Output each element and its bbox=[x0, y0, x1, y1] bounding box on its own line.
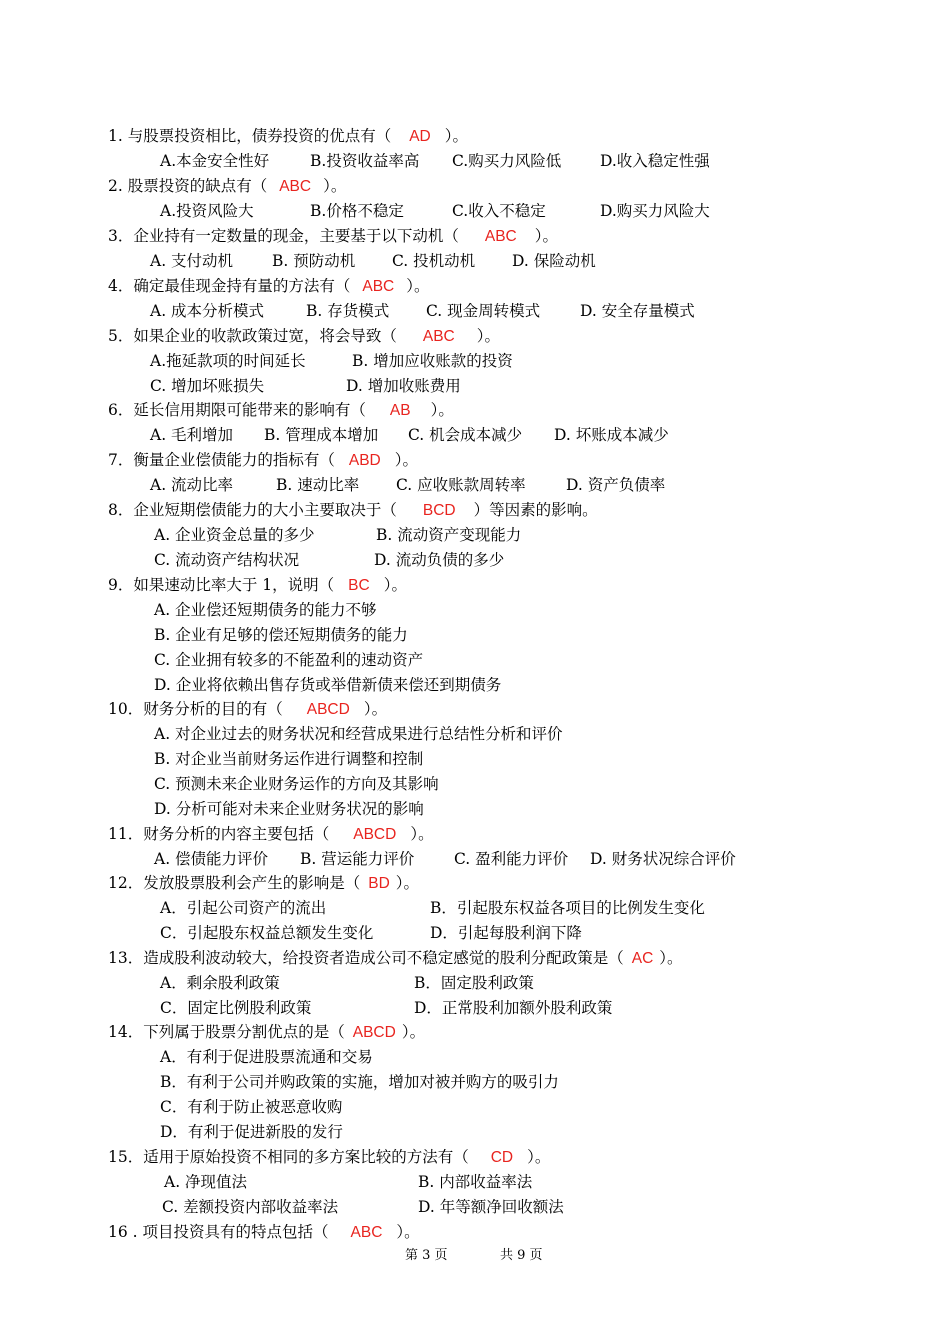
answer-option: D.购买力风险大 bbox=[600, 201, 710, 220]
question-stem bbox=[108, 274, 430, 300]
answer-option: C. 企业拥有较多的不能盈利的速动资产 bbox=[154, 650, 424, 669]
answer-option: C．有利于防止被恶意收购 bbox=[160, 1097, 343, 1116]
answer-key: ABC bbox=[484, 228, 517, 245]
question-text-end: ）。 bbox=[659, 949, 683, 967]
question-text-end: ）。 bbox=[527, 1148, 551, 1166]
answer-option: A. 支付动机 bbox=[150, 251, 234, 270]
question-text-end: ）。 bbox=[410, 825, 434, 843]
question-text-end: ）。 bbox=[394, 451, 419, 469]
answer-key: AC bbox=[631, 950, 654, 967]
answer-option: C. 预测未来企业财务运作的方向及其影响 bbox=[154, 774, 439, 793]
answer-option: C. 机会成本减少 bbox=[408, 425, 523, 444]
question-text-end: ）。 bbox=[430, 401, 454, 419]
question-text: 9．如果速动比率大于 1，说明（ bbox=[108, 576, 335, 594]
answer-option: A. 毛利增加 bbox=[150, 425, 234, 444]
question-text: 1. 与股票投资相比，债券投资的优点有（ bbox=[108, 127, 392, 145]
question-text: 14．下列属于股票分割优点的是（ bbox=[108, 1023, 345, 1041]
answer-option: D. 流动负债的多少 bbox=[374, 550, 505, 569]
question-stem bbox=[108, 224, 558, 250]
answer-key: ABC bbox=[279, 178, 312, 195]
answer-option: D. 增加收账费用 bbox=[346, 376, 461, 395]
page-total: 共 9 页 bbox=[500, 1248, 543, 1263]
answer-option: A. 企业偿还短期债务的能力不够 bbox=[154, 600, 377, 619]
question-stem bbox=[108, 1020, 425, 1046]
answer-option: C. 投机动机 bbox=[392, 251, 476, 270]
answer-option: D. 分析可能对未来企业财务状况的影响 bbox=[154, 799, 424, 818]
answer-option: B．引起股东权益各项目的比例发生变化 bbox=[430, 898, 705, 917]
question-text-end: ）。 bbox=[323, 177, 347, 195]
question-stem bbox=[108, 573, 407, 599]
answer-key: ABCD bbox=[352, 1024, 396, 1041]
answer-key: ABC bbox=[350, 1224, 383, 1241]
question-text: 6．延长信用期限可能带来的影响有（ bbox=[108, 401, 366, 419]
answer-option: A. 流动比率 bbox=[150, 475, 234, 494]
answer-key: ABCD bbox=[353, 826, 397, 843]
question-text: 13．造成股利波动较大，给投资者造成公司不稳定感觉的股利分配政策是（ bbox=[108, 949, 624, 967]
answer-option: D. 坏账成本减少 bbox=[554, 425, 669, 444]
question-text-end: ）。 bbox=[395, 874, 420, 892]
question-text: 10．财务分析的目的有（ bbox=[108, 700, 283, 718]
answer-option: A.本金安全性好 bbox=[160, 151, 270, 170]
answer-option: B. 速动比率 bbox=[276, 475, 360, 494]
answer-key: BD bbox=[368, 875, 390, 892]
answer-option: A．剩余股利政策 bbox=[160, 973, 280, 992]
answer-option: B. 内部收益率法 bbox=[418, 1172, 533, 1191]
answer-option: C．引起股东权益总额发生变化 bbox=[160, 923, 374, 942]
answer-option: B. 营运能力评价 bbox=[300, 849, 415, 868]
answer-option: A. 偿债能力评价 bbox=[154, 849, 269, 868]
answer-key: CD bbox=[490, 1149, 514, 1166]
answer-option: D．有利于促进新股的发行 bbox=[160, 1122, 343, 1141]
answer-option: B. 流动资产变现能力 bbox=[376, 525, 522, 544]
answer-key: AD bbox=[409, 128, 431, 145]
answer-option: A. 企业资金总量的多少 bbox=[154, 525, 315, 544]
answer-option: C. 差额投资内部收益率法 bbox=[162, 1197, 339, 1216]
answer-option: D. 财务状况综合评价 bbox=[590, 849, 736, 868]
answer-option: A.拖延款项的时间延长 bbox=[150, 351, 306, 370]
question-text: 8．企业短期偿债能力的大小主要取决于（ bbox=[108, 501, 397, 519]
answer-option: B．有利于公司并购政策的实施，增加对被并购方的吸引力 bbox=[160, 1072, 559, 1091]
answer-option: B. 存货模式 bbox=[306, 301, 390, 320]
answer-option: D. 年等额净回收额法 bbox=[418, 1197, 564, 1216]
answer-key: ABCD bbox=[306, 701, 350, 718]
question-text: 2. 股票投资的缺点有（ bbox=[108, 177, 268, 195]
question-text-end: ）。 bbox=[476, 327, 501, 345]
answer-option: D. 安全存量模式 bbox=[580, 301, 695, 320]
answer-option: B.价格不稳定 bbox=[310, 201, 404, 220]
question-stem bbox=[108, 946, 683, 972]
answer-option: D. 企业将依赖出售存货或举借新债来偿还到期债务 bbox=[154, 675, 502, 694]
answer-key: ABD bbox=[348, 452, 381, 469]
question-text: 12．发放股票股利会产生的影响是（ bbox=[108, 874, 361, 892]
answer-option: C. 流动资产结构状况 bbox=[154, 550, 300, 569]
question-stem bbox=[108, 1145, 550, 1171]
answer-option: C. 现金周转模式 bbox=[426, 301, 541, 320]
question-stem bbox=[108, 697, 387, 723]
question-text-end: ）。 bbox=[406, 277, 430, 295]
question-text-end: ）等因素的影响。 bbox=[473, 501, 598, 519]
answer-key: BC bbox=[348, 577, 370, 594]
question-text-end: ）。 bbox=[401, 1023, 426, 1041]
question-stem bbox=[108, 174, 346, 200]
question-text: 15．适用于原始投资不相同的多方案比较的方法有（ bbox=[108, 1148, 469, 1166]
answer-key: BCD bbox=[422, 502, 456, 519]
answer-option: A.投资风险大 bbox=[160, 201, 254, 220]
answer-option: C．固定比例股利政策 bbox=[160, 998, 312, 1017]
answer-option: B. 企业有足够的偿还短期债务的能力 bbox=[154, 625, 408, 644]
answer-option: D．正常股利加额外股利政策 bbox=[414, 998, 613, 1017]
question-stem bbox=[108, 822, 434, 848]
answer-option: A．有利于促进股票流通和交易 bbox=[160, 1047, 373, 1066]
answer-key: ABC bbox=[422, 328, 455, 345]
answer-option: D．引起每股利润下降 bbox=[430, 923, 582, 942]
question-text-end: ）。 bbox=[534, 227, 559, 245]
question-text-end: ）。 bbox=[444, 127, 469, 145]
answer-option: C. 增加坏账损失 bbox=[150, 376, 265, 395]
question-text: 16 . 项目投资具有的特点包括（ bbox=[108, 1223, 329, 1241]
answer-option: D. 保险动机 bbox=[512, 251, 596, 270]
question-stem bbox=[108, 124, 468, 150]
answer-option: C.收入不稳定 bbox=[452, 201, 546, 220]
answer-option: B．固定股利政策 bbox=[414, 973, 534, 992]
answer-option: D. 资产负债率 bbox=[566, 475, 666, 494]
question-text-end: ）。 bbox=[383, 576, 407, 594]
question-stem bbox=[108, 398, 454, 424]
answer-option: C. 盈利能力评价 bbox=[454, 849, 569, 868]
question-text-end: ）。 bbox=[396, 1223, 420, 1241]
answer-key: ABC bbox=[362, 278, 395, 295]
question-stem bbox=[108, 871, 419, 897]
answer-option: B. 管理成本增加 bbox=[264, 425, 379, 444]
answer-option: B.投资收益率高 bbox=[310, 151, 420, 170]
answer-option: A．引起公司资产的流出 bbox=[160, 898, 327, 917]
answer-option: C.购买力风险低 bbox=[452, 151, 562, 170]
answer-option: B. 对企业当前财务运作进行调整和控制 bbox=[154, 749, 424, 768]
answer-key: AB bbox=[389, 402, 411, 419]
question-text: 3．企业持有一定数量的现金，主要基于以下动机（ bbox=[108, 227, 459, 245]
question-stem bbox=[108, 324, 500, 350]
page-number: 第 3 页 bbox=[405, 1248, 448, 1263]
answer-option: B. 预防动机 bbox=[272, 251, 356, 270]
answer-option: D.收入稳定性强 bbox=[600, 151, 710, 170]
question-stem bbox=[108, 1220, 420, 1246]
question-text: 4．确定最佳现金持有量的方法有（ bbox=[108, 277, 351, 295]
question-text: 5．如果企业的收款政策过宽，将会导致（ bbox=[108, 327, 397, 345]
answer-option: B. 增加应收账款的投资 bbox=[352, 351, 513, 370]
answer-option: C. 应收账款周转率 bbox=[396, 475, 526, 494]
question-text: 11．财务分析的内容主要包括（ bbox=[108, 825, 330, 843]
answer-option: A. 对企业过去的财务状况和经营成果进行总结性分析和评价 bbox=[154, 724, 563, 743]
question-text-end: ）。 bbox=[363, 700, 388, 718]
question-text: 7．衡量企业偿债能力的指标有（ bbox=[108, 451, 335, 469]
answer-option: A. 成本分析模式 bbox=[150, 301, 265, 320]
question-stem bbox=[108, 498, 598, 524]
question-stem bbox=[108, 448, 418, 474]
answer-option: A. 净现值法 bbox=[164, 1172, 248, 1191]
